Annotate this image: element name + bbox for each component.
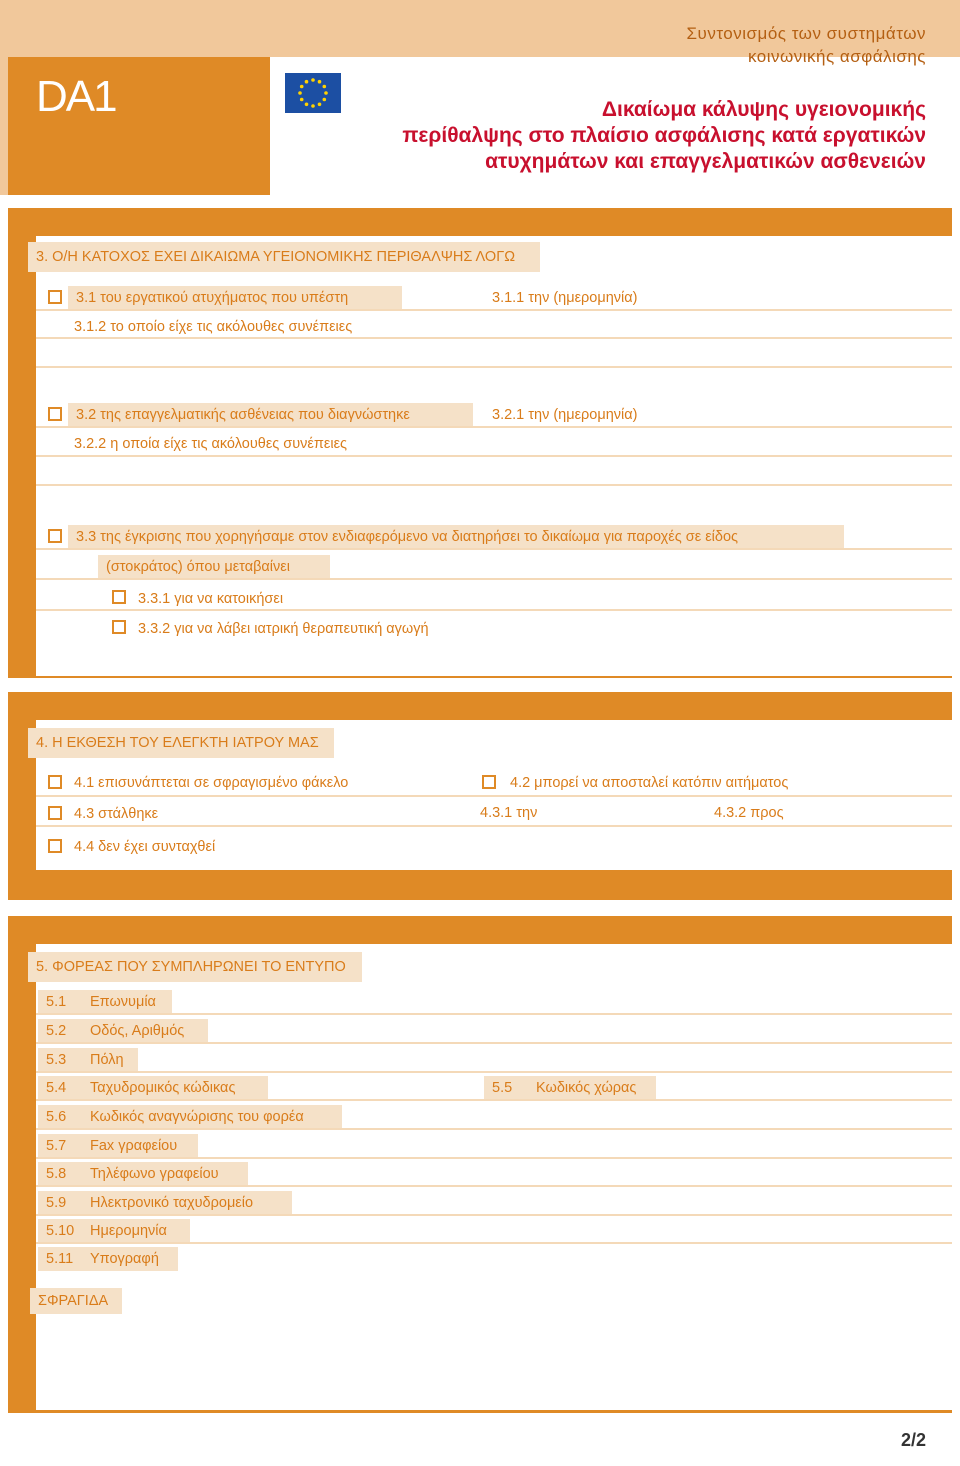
divider [36, 366, 952, 368]
label-3-2-1: 3.2.1 την (ημερομηνία) [492, 407, 638, 423]
field-5-7 [38, 1134, 198, 1158]
section-5-title: 5. ΦΟΡΕΑΣ ΠΟΥ ΣΥΜΠΛΗΡΩΝΕΙ ΤΟ ΕΝΤΥΠΟ [28, 952, 362, 982]
label-4-4: 4.4 δεν έχει συνταχθεί [74, 839, 216, 855]
eu-flag-icon [285, 73, 341, 113]
divider [36, 1071, 952, 1073]
checkbox-3-1[interactable] [48, 290, 62, 304]
field-5-5 [484, 1076, 656, 1100]
field-5-2 [38, 1019, 208, 1043]
checkbox-3-3-1[interactable] [112, 590, 126, 604]
checkbox-4-2[interactable] [482, 775, 496, 789]
divider [36, 825, 952, 827]
stamp-label: ΣΦΡΑΓΙΔΑ [30, 1288, 122, 1314]
form-code: DA1 [36, 72, 116, 121]
field-5-8 [38, 1162, 248, 1186]
header-subtitle-line2: κοινωνικής ασφάλισης [747, 47, 926, 66]
header-subtitle [687, 22, 926, 68]
label-4-3-2: 4.3.2 προς [714, 805, 784, 821]
field-label: Ημερομηνία [90, 1223, 167, 1239]
checkbox-3-3-2[interactable] [112, 620, 126, 634]
divider [36, 426, 952, 428]
checkbox-4-1[interactable] [48, 775, 62, 789]
main-title-line2: περίθαλψης στο πλαίσιο ασφάλισης κατά εργατικών [402, 124, 926, 147]
divider [36, 337, 952, 339]
field-label: Κωδικός χώρας [536, 1080, 637, 1096]
divider [36, 484, 952, 486]
field-5-10 [38, 1219, 190, 1243]
divider [36, 578, 952, 580]
field-num: 5.6 [46, 1109, 67, 1125]
field-num: 5.11 [46, 1251, 74, 1267]
divider [36, 1214, 952, 1216]
field-label: Κωδικός αναγνώρισης του φορέα [90, 1109, 304, 1125]
checkbox-3-3[interactable] [48, 529, 62, 543]
divider [36, 1157, 952, 1159]
field-num: 5.4 [46, 1080, 67, 1096]
divider [36, 1242, 952, 1244]
divider [36, 455, 952, 457]
checkbox-4-3[interactable] [48, 806, 62, 820]
field-5-4 [38, 1076, 268, 1100]
label-3-1: 3.1 του εργατικού ατυχήματος που υπέστη [68, 286, 402, 310]
field-num: 5.1 [46, 994, 67, 1010]
divider [36, 1042, 952, 1044]
divider [36, 309, 952, 311]
field-5-9 [38, 1191, 292, 1215]
label-4-2: 4.2 μπορεί να αποσταλεί κατόπιν αιτήματος [510, 775, 789, 791]
field-label: Υπογραφή [90, 1251, 159, 1267]
divider [36, 548, 952, 550]
field-num: 5.5 [492, 1080, 513, 1096]
divider [36, 1013, 952, 1015]
field-num: 5.9 [46, 1195, 67, 1211]
label-3-1-2: 3.1.2 το οποίο είχε τις ακόλουθες συνέπειες [74, 319, 353, 335]
field-num: 5.10 [46, 1223, 75, 1239]
header-white-strip [8, 150, 270, 195]
field-label: Οδός, Αριθμός [90, 1023, 185, 1039]
divider [36, 795, 952, 797]
field-num: 5.2 [46, 1023, 67, 1039]
field-num: 5.3 [46, 1052, 67, 1068]
label-3-3-line2: (στοκράτος) όπου μεταβαίνει [98, 555, 330, 579]
label-3-2: 3.2 της επαγγελματικής ασθένειας που διαγνώστηκε [68, 403, 473, 427]
label-3-3-2: 3.3.2 για να λάβει ιατρική θεραπευτική αγωγή [138, 621, 429, 637]
divider [36, 1128, 952, 1130]
field-label: Επωνυμία [90, 994, 156, 1010]
field-5-6 [38, 1105, 342, 1129]
field-label: Ταχυδρομικός κώδικας [90, 1080, 236, 1096]
label-3-3-1: 3.3.1 για να κατοικήσει [138, 591, 284, 607]
field-num: 5.7 [46, 1138, 67, 1154]
section-3-title: 3. Ο/Η ΚΑΤΟΧΟΣ ΕΧΕΙ ΔΙΚΑΙΩΜΑ ΥΓΕΙΟΝΟΜΙΚΗΣ ΠΕΡΙΘΑΛΨΗΣ ΛΟΓΩ [28, 242, 540, 272]
label-3-1-1: 3.1.1 την (ημερομηνία) [492, 290, 638, 306]
checkbox-3-2[interactable] [48, 407, 62, 421]
divider [36, 1099, 952, 1101]
label-4-3-1: 4.3.1 την [480, 805, 538, 821]
header-main-title [402, 97, 926, 175]
section-4-title: 4. Η ΕΚΘΕΣΗ ΤΟΥ ΕΛΕΓΚΤΗ ΙΑΤΡΟΥ ΜΑΣ [28, 728, 334, 758]
field-label: Τηλέφωνο γραφείου [90, 1166, 219, 1182]
label-4-3: 4.3 στάλθηκε [74, 806, 159, 822]
label-3-2-2: 3.2.2 η οποία είχε τις ακόλουθες συνέπειες [74, 436, 348, 452]
page-number: 2/2 [900, 1430, 926, 1450]
divider [36, 609, 952, 611]
label-3-3-line1: 3.3 της έγκρισης που χορηγήσαμε στον ενδιαφερόμενο να διατηρήσει το δικαίωμα για παροχές σε είδος [68, 525, 844, 549]
field-5-11 [38, 1247, 178, 1271]
footer-line [8, 1411, 952, 1413]
field-5-3 [38, 1048, 138, 1072]
field-label: Πόλη [90, 1052, 124, 1068]
main-title-line3: ατυχημάτων και επαγγελματικών ασθενειών [485, 150, 926, 173]
field-label: Ηλεκτρονικό ταχυδρομείο [90, 1195, 254, 1211]
header-subtitle-line1: Συντονισμός των συστημάτων [686, 24, 926, 43]
label-4-1: 4.1 επισυνάπτεται σε σφραγισμένο φάκελο [74, 775, 349, 791]
header-slant [0, 57, 8, 195]
divider [36, 1185, 952, 1187]
field-5-1 [38, 990, 172, 1014]
field-label: Fax γραφείου [90, 1138, 178, 1154]
field-num: 5.8 [46, 1166, 67, 1182]
main-title-line1: Δικαίωμα κάλυψης υγειονομικής [601, 98, 926, 121]
checkbox-4-4[interactable] [48, 839, 62, 853]
